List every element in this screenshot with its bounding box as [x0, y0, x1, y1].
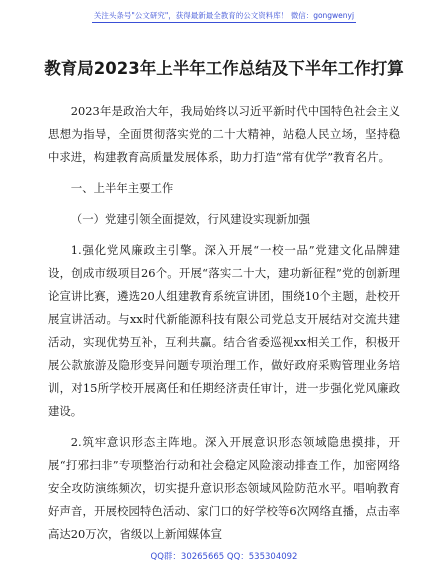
body-paragraph: 1.强化党风廉政主引擎。深入开展“一校一品”党建文化品牌建设，创成市级项目26个。开展“落实二十大，建功新征程”党的创新理论宣讲比赛，遴选20人组建教育系统宣讲团，围绕10个主题，赴校开展宣讲活动。与xx时代新能源科技有限公司党总支开展结对交流共建活动，实现优势互补，互利共赢。结合省委巡视xx相关工作，积极开展公款旅游及隐形变异问题专项治理工作，做好政府采购管理业务培训，对15所学校开展离任和任期经济责任审计，进一步强化党风廉政建设。 [48, 243, 400, 418]
document-body [48, 100, 400, 546]
header-note-text: 关注头条号"公文研究"，获得最新最全教育的公文资料库！ 微信：gongwenyj [92, 10, 356, 23]
header-note [0, 10, 448, 23]
footer-note: QQ群：30265665 QQ：535304092 [150, 552, 298, 562]
intro-paragraph: 2023年是政治大年，我局始终以习近平新时代中国特色社会主义思想为指导，全面贯彻落实党的二十大精神，站稳人民立场，坚持稳中求进，构建教育高质量发展体系，助力打造“常有优学”教育名片。 [48, 104, 400, 164]
section-heading: 一、上半年主要工作 [70, 181, 174, 195]
document-title: 教育局2023年上半年工作总结及下半年工作打算 [44, 59, 404, 78]
subsection-heading: （一）党建引领全面提效，行风建设实现新加强 [70, 212, 311, 226]
body-paragraph: 2.筑牢意识形态主阵地。深入开展意识形态领域隐患摸排，开展“打邪扫非”专项整治行动和社会稳定风险滚动排查工作，加密网络安全攻防演练频次，切实提升意识形态领域风险防范水平。唱响教育好声音，开展校园特色活动、家门口的好学校等6次网络直播，点击率高达20万次，省级以上新闻媒体宣 [48, 435, 400, 541]
